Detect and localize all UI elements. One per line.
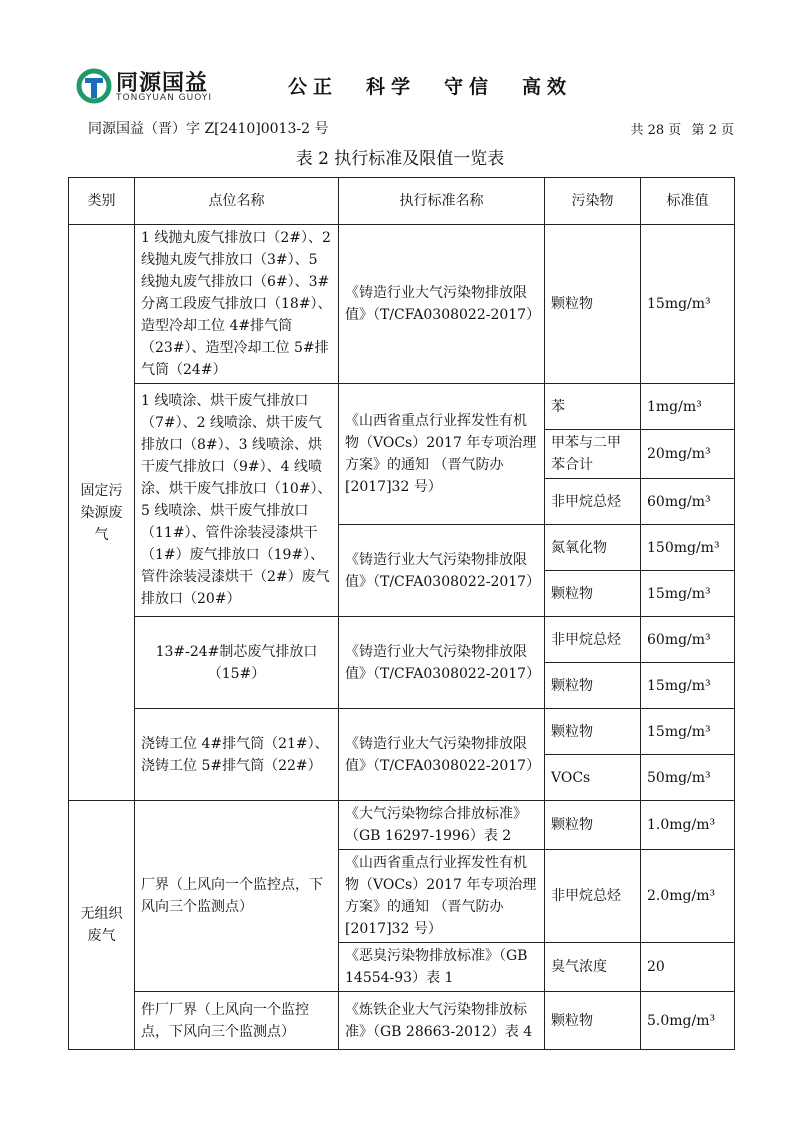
point-cell: 浇铸工位 4#排气筒（21#）、浇铸工位 5#排气筒（22#） <box>135 709 339 801</box>
header-category: 类别 <box>69 178 135 225</box>
table-row <box>69 225 735 384</box>
limit-cell: 50mg/m³ <box>641 755 735 801</box>
limit-cell: 15mg/m³ <box>641 709 735 755</box>
standard-cell: 《山西省重点行业挥发性有机物（VOCs）2017 年专项治理方案》的通知 （晋气防办[2017]32 号） <box>339 850 545 943</box>
limit-cell: 20 <box>641 943 735 992</box>
limit-cell: 1.0mg/m³ <box>641 801 735 850</box>
pollutant-cell: 臭气浓度 <box>545 943 641 992</box>
page-info <box>625 119 735 138</box>
table-row <box>69 992 735 1050</box>
table-row <box>69 617 735 663</box>
standards-table <box>68 177 735 1050</box>
limit-cell: 15mg/m³ <box>641 571 735 617</box>
table-row <box>69 384 735 430</box>
pollutant-cell: 颗粒物 <box>545 709 641 755</box>
standard-cell: 《山西省重点行业挥发性有机物（VOCs）2017 年专项治理方案》的通知 （晋气防办[2017]32 号） <box>339 384 545 525</box>
table-header-row <box>69 178 735 225</box>
limit-cell: 15mg/m³ <box>641 663 735 709</box>
standard-cell: 《铸造行业大气污染物排放限值》（T/CFA0308022-2017） <box>339 617 545 709</box>
pollutant-cell: 颗粒物 <box>545 225 641 384</box>
motto-word: 科学 <box>366 76 417 98</box>
letterhead <box>72 62 732 110</box>
pollutant-cell: 苯 <box>545 384 641 430</box>
pollutant-cell: 非甲烷总烃 <box>545 850 641 943</box>
limit-cell: 150mg/m³ <box>641 525 735 571</box>
limit-cell: 60mg/m³ <box>641 617 735 663</box>
limit-cell: 15mg/m³ <box>641 225 735 384</box>
pollutant-cell: 氮氧化物 <box>545 525 641 571</box>
document-number: 同源国益（晋）字 Z[2410]0013-2 号 <box>88 121 329 137</box>
point-cell: 件厂厂界（上风向一个监控点，下风向三个监测点） <box>135 992 339 1050</box>
company-logo-icon <box>76 68 112 104</box>
point-cell: 1 线抛丸废气排放口（2#）、2 线抛丸废气排放口（3#）、5 线抛丸废气排放口（6#）、3#分离工段废气排放口（18#）、造型冷却工位 4#排气筒（23#）、造型冷却工位 5#排气筒（24#） <box>135 225 339 384</box>
table-title: 表 2 执行标准及限值一览表 <box>295 149 505 169</box>
standard-cell: 《恶臭污染物排放标准》（GB 14554-93）表 1 <box>339 943 545 992</box>
pollutant-cell: 颗粒物 <box>545 663 641 709</box>
pollutant-cell: 非甲烷总烃 <box>545 617 641 663</box>
point-cell: 厂界（上风向一个监控点，下风向三个监测点） <box>135 801 339 992</box>
header-limit: 标准值 <box>641 178 735 225</box>
category-cell: 无组织废气 <box>69 801 135 1050</box>
pollutant-cell: 非甲烷总烃 <box>545 479 641 525</box>
limit-cell: 2.0mg/m³ <box>641 850 735 943</box>
standard-cell: 《铸造行业大气污染物排放限值》（T/CFA0308022-2017） <box>339 525 545 617</box>
limit-cell: 60mg/m³ <box>641 479 735 525</box>
standard-cell: 《大气污染物综合排放标准》（GB 16297-1996）表 2 <box>339 801 545 850</box>
header-standard: 执行标准名称 <box>339 178 545 225</box>
total-pages: 共 28 页 <box>630 123 682 138</box>
company-motto <box>288 72 600 99</box>
category-cell: 固定污染源废气 <box>69 225 135 801</box>
header-pollutant: 污染物 <box>545 178 641 225</box>
pollutant-cell: 颗粒物 <box>545 992 641 1050</box>
motto-word: 公正 <box>288 76 339 98</box>
header-point: 点位名称 <box>135 178 339 225</box>
standard-cell: 《炼铁企业大气污染物排放标准》（GB 28663-2012）表 4 <box>339 992 545 1050</box>
logo-chinese-name: 同源国益 <box>116 71 209 96</box>
pollutant-cell: VOCs <box>545 755 641 801</box>
logo-english-name: TONGYUAN GUOYI <box>116 93 212 103</box>
table-row <box>69 709 735 755</box>
table-row <box>69 801 735 850</box>
point-cell: 1 线喷涂、烘干废气排放口（7#）、2 线喷涂、烘干废气排放口（8#）、3 线喷涂、烘干废气排放口（9#）、4 线喷涂、烘干废气排放口（10#）、5 线喷涂、烘干废气排放口（11#）、管件涂装浸漆烘干（1#）废气排放口（19#）、管件涂装浸漆烘干（2#）废气排放口（20#） <box>135 384 339 617</box>
standard-cell: 《铸造行业大气污染物排放限值》（T/CFA0308022-2017） <box>339 225 545 384</box>
motto-word: 守信 <box>444 76 495 98</box>
limit-cell: 5.0mg/m³ <box>641 992 735 1050</box>
pollutant-cell: 甲苯与二甲苯合计 <box>545 430 641 479</box>
standard-cell: 《铸造行业大气污染物排放限值》（T/CFA0308022-2017） <box>339 709 545 801</box>
limit-cell: 20mg/m³ <box>641 430 735 479</box>
limit-cell: 1mg/m³ <box>641 384 735 430</box>
pollutant-cell: 颗粒物 <box>545 571 641 617</box>
pollutant-cell: 颗粒物 <box>545 801 641 850</box>
motto-word: 高效 <box>522 76 573 98</box>
current-page: 第 2 页 <box>691 123 734 138</box>
point-cell: 13#-24#制芯废气排放口（15#） <box>135 617 339 709</box>
